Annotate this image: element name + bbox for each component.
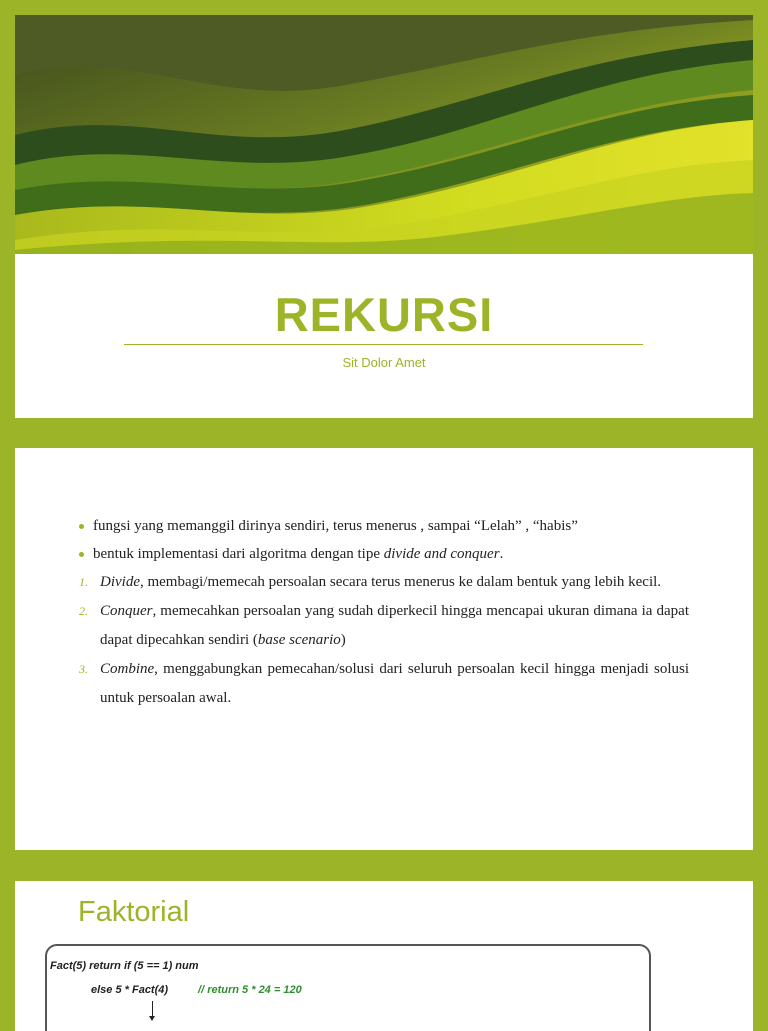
item-number: 1. [79, 575, 88, 589]
item-term: Divide [100, 574, 140, 590]
landscape-image [15, 15, 753, 254]
definition-slide [15, 448, 753, 850]
numbered-item [79, 568, 689, 597]
bullet-icon [79, 552, 84, 557]
item-term: Combine [100, 661, 155, 677]
bullet-end: . [499, 546, 504, 562]
numbered-item [79, 655, 689, 713]
item-text: , menggabungkan pemecahan/solusi dari seluruh persoalan kecil hingga menjadi solusi untuk persoalan awal. [100, 661, 689, 706]
code-line [91, 984, 302, 996]
down-arrow-icon [152, 1001, 153, 1019]
bullet-text: fungsi yang memanggil dirinya sendiri, terus menerus , sampai “Lelah” , “habis” [93, 518, 578, 534]
bullet-emphasis: divide and conquer [383, 546, 500, 562]
factorial-slide [15, 881, 753, 1031]
bullet-text: bentuk implementasi dari algoritma dengan tipe [93, 546, 384, 562]
subtitle: Sit Dolor Amet [342, 355, 426, 370]
code-line: Fact(5) return if (5 == 1) num [50, 960, 199, 972]
item-emphasis: base scenario [257, 632, 341, 648]
slide-content [79, 512, 689, 713]
slide-title: Faktorial [78, 896, 190, 928]
bullet-item [79, 540, 689, 568]
code-comment: // return 5 * 24 = 120 [198, 984, 302, 996]
numbered-item [79, 597, 689, 655]
item-text: , memecahkan persoalan yang sudah diperkecil hingga mencapai ukuran dimana ia dapat dapat dipecahkan sendiri ( [100, 603, 689, 648]
title-slide [15, 15, 753, 418]
bullet-item [79, 512, 689, 540]
item-number: 2. [79, 604, 88, 618]
code-expression: else 5 * Fact(4) [91, 984, 169, 996]
item-text: , membagi/memecah persoalan secara terus menerus ke dalam bentuk yang lebih kecil. [139, 574, 662, 590]
title-divider [124, 344, 643, 345]
code-diagram [45, 944, 651, 1031]
bullet-icon [79, 524, 84, 529]
item-term: Conquer [100, 603, 153, 619]
item-end: ) [340, 632, 346, 648]
item-number: 3. [79, 662, 88, 676]
page-title: REKURSI [274, 288, 494, 341]
